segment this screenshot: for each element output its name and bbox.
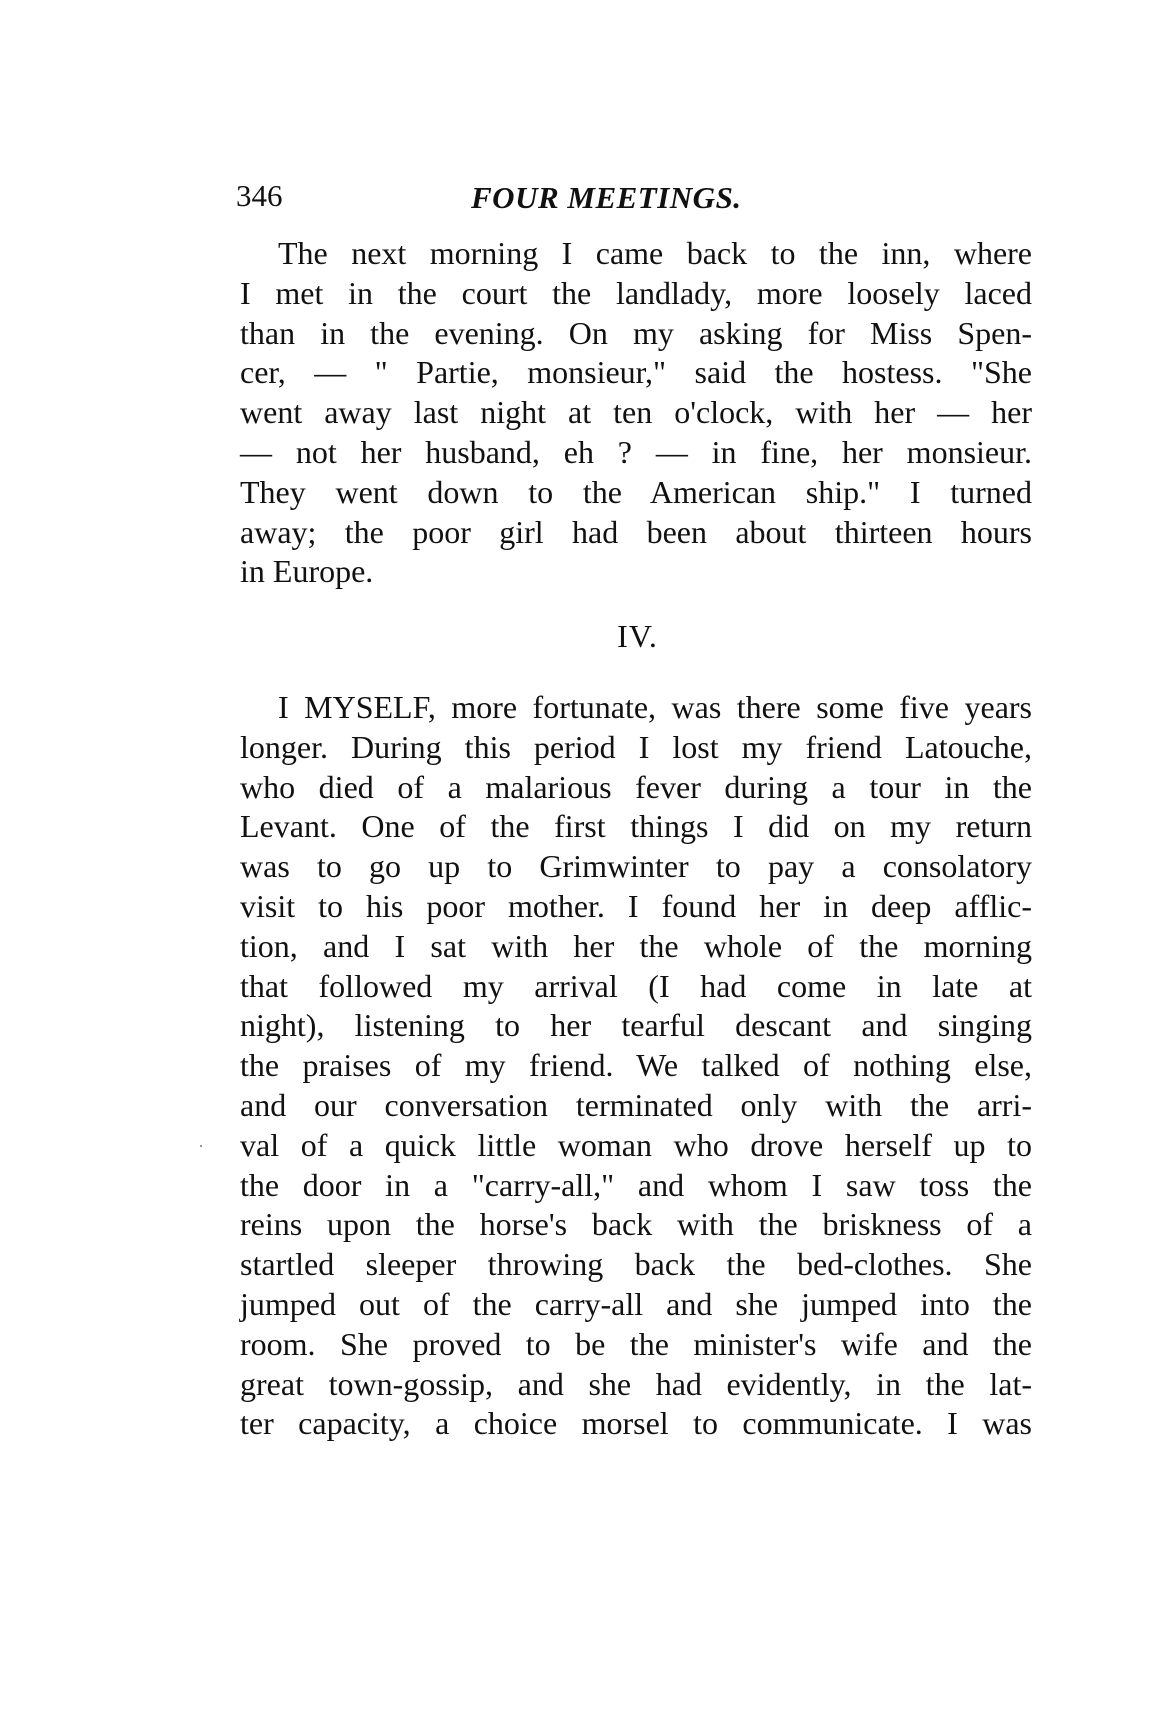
text-line: The next morning I came back to the inn, where [278,235,1032,271]
text-line: visit to his poor mother. I found her in deep afflic- [240,887,1032,924]
text-line: reins upon the horse's back with the briskness of a [240,1206,1032,1243]
print-speck [200,1145,202,1147]
running-title: FOUR MEETINGS. [471,180,742,215]
text-line: than in the evening. On my asking for Miss Spen- [240,314,1032,351]
text-line: room. She proved to be the minister's wife and the [240,1325,1032,1362]
page-number: 346 [236,178,283,213]
text-line: great town-gossip, and she had evidently, in the lat- [240,1365,1032,1402]
text-line: the praises of my friend. We talked of nothing else, [240,1047,1032,1084]
text-line: They went down to the American ship." I turned [240,473,1032,510]
text-line: Levant. One of the first things I did on my return [240,808,1032,845]
text-line: was to go up to Grimwinter to pay a consolatory [240,848,1032,885]
text-line: jumped out of the carry-all and she jumped into the [240,1285,1032,1322]
text-line: and our conversation terminated only with the arri- [240,1086,1032,1123]
text-line: away; the poor girl had been about thirteen hours [240,513,1032,550]
paragraph-1 [240,234,1032,592]
text-line: — not her husband, eh ? — in fine, her monsieur. [240,433,1032,470]
paragraph-2 [240,688,1032,1444]
running-head [236,178,1036,218]
section-heading: IV. [617,618,658,654]
text-line: that followed my arrival (I had come in late at [240,967,1032,1004]
text-line: ter capacity, a choice morsel to communicate. I was [240,1405,1032,1442]
text-line: I MYSELF, more fortunate, was there some five years [278,689,1032,725]
text-line: went away last night at ten o'clock, with her — her [240,394,1032,431]
text-line: who died of a malarious fever during a tour in the [240,768,1032,805]
text-line: I met in the court the landlady, more loosely laced [240,274,1032,311]
text-line: cer, — " Partie, monsieur," said the hostess. "She [240,354,1032,391]
text-line: night), listening to her tearful descant and singing [240,1007,1032,1044]
text-line: tion, and I sat with her the whole of the morning [240,927,1032,964]
text-line: longer. During this period I lost my friend Latouche, [240,728,1032,765]
text-line: startled sleeper throwing back the bed-clothes. She [240,1246,1032,1283]
text-line: the door in a "carry-all," and whom I saw toss the [240,1166,1032,1203]
text-line: val of a quick little woman who drove herself up to [240,1126,1032,1163]
text-line: in Europe. [240,553,374,590]
